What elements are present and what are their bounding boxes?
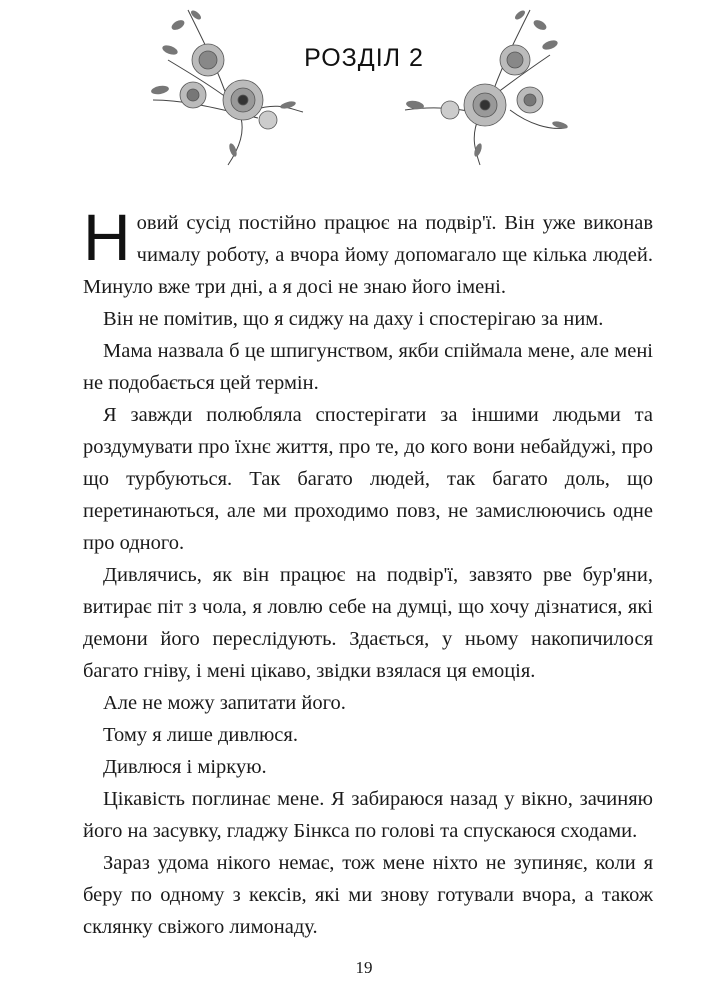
paragraph: Дивлячись, як він працює на подвір'ї, завзято рве бур'яни, витирає піт з чола, я ловлю себе на думці, що хочу дізнатися, які демони його переслідують. Здається, у ньому накопичилося багато гніву, і мені цікаво, звідки взялася ця емоція. xyxy=(83,564,653,682)
paragraph xyxy=(83,200,653,303)
paragraph-text: овий сусід постійно працює на подвір'ї. Він уже виконав чималу роботу, а вчора йому допомагало ще кілька людей. Минуло вже три дні, а я досі не знаю його імені. xyxy=(83,212,653,298)
chapter-title: РОЗДІЛ 2 xyxy=(304,44,424,72)
page-number: 19 xyxy=(355,958,373,977)
drop-cap: Н xyxy=(83,200,131,274)
floral-corner-left-icon xyxy=(148,0,308,170)
chapter-body xyxy=(83,200,653,943)
paragraph: Зараз удома нікого немає, тож мене ніхто не зупиняє, коли я беру по одному з кексів, які ми знову готували вчора, а також склянку свіжого лимонаду. xyxy=(83,852,653,938)
paragraph: Цікавість поглинає мене. Я забираюся назад у вікно, зачиняю його на засувку, гладжу Бінкса по голові та спускаюся сходами. xyxy=(83,788,653,842)
floral-corner-right-icon xyxy=(400,0,570,170)
paragraph: Я завжди полюбляла спостерігати за іншими людьми та роздумувати про їхнє життя, про те, до кого вони небайдужі, про що турбуються. Так багато людей, так багато доль, що перетинаються, але ми проходимо повз, не замислюючись одне про одного. xyxy=(83,404,653,554)
paragraph: Він не помітив, що я сиджу на даху і спостерігаю за ним. xyxy=(103,308,604,330)
paragraph: Мама назвала б це шпигунством, якби спіймала мене, але мені не подобається цей термін. xyxy=(83,340,653,394)
paragraph: Тому я лише дивлюся. xyxy=(103,724,298,746)
paragraph: Але не можу запитати його. xyxy=(103,692,346,714)
paragraph: Дивлюся і міркую. xyxy=(103,756,267,778)
